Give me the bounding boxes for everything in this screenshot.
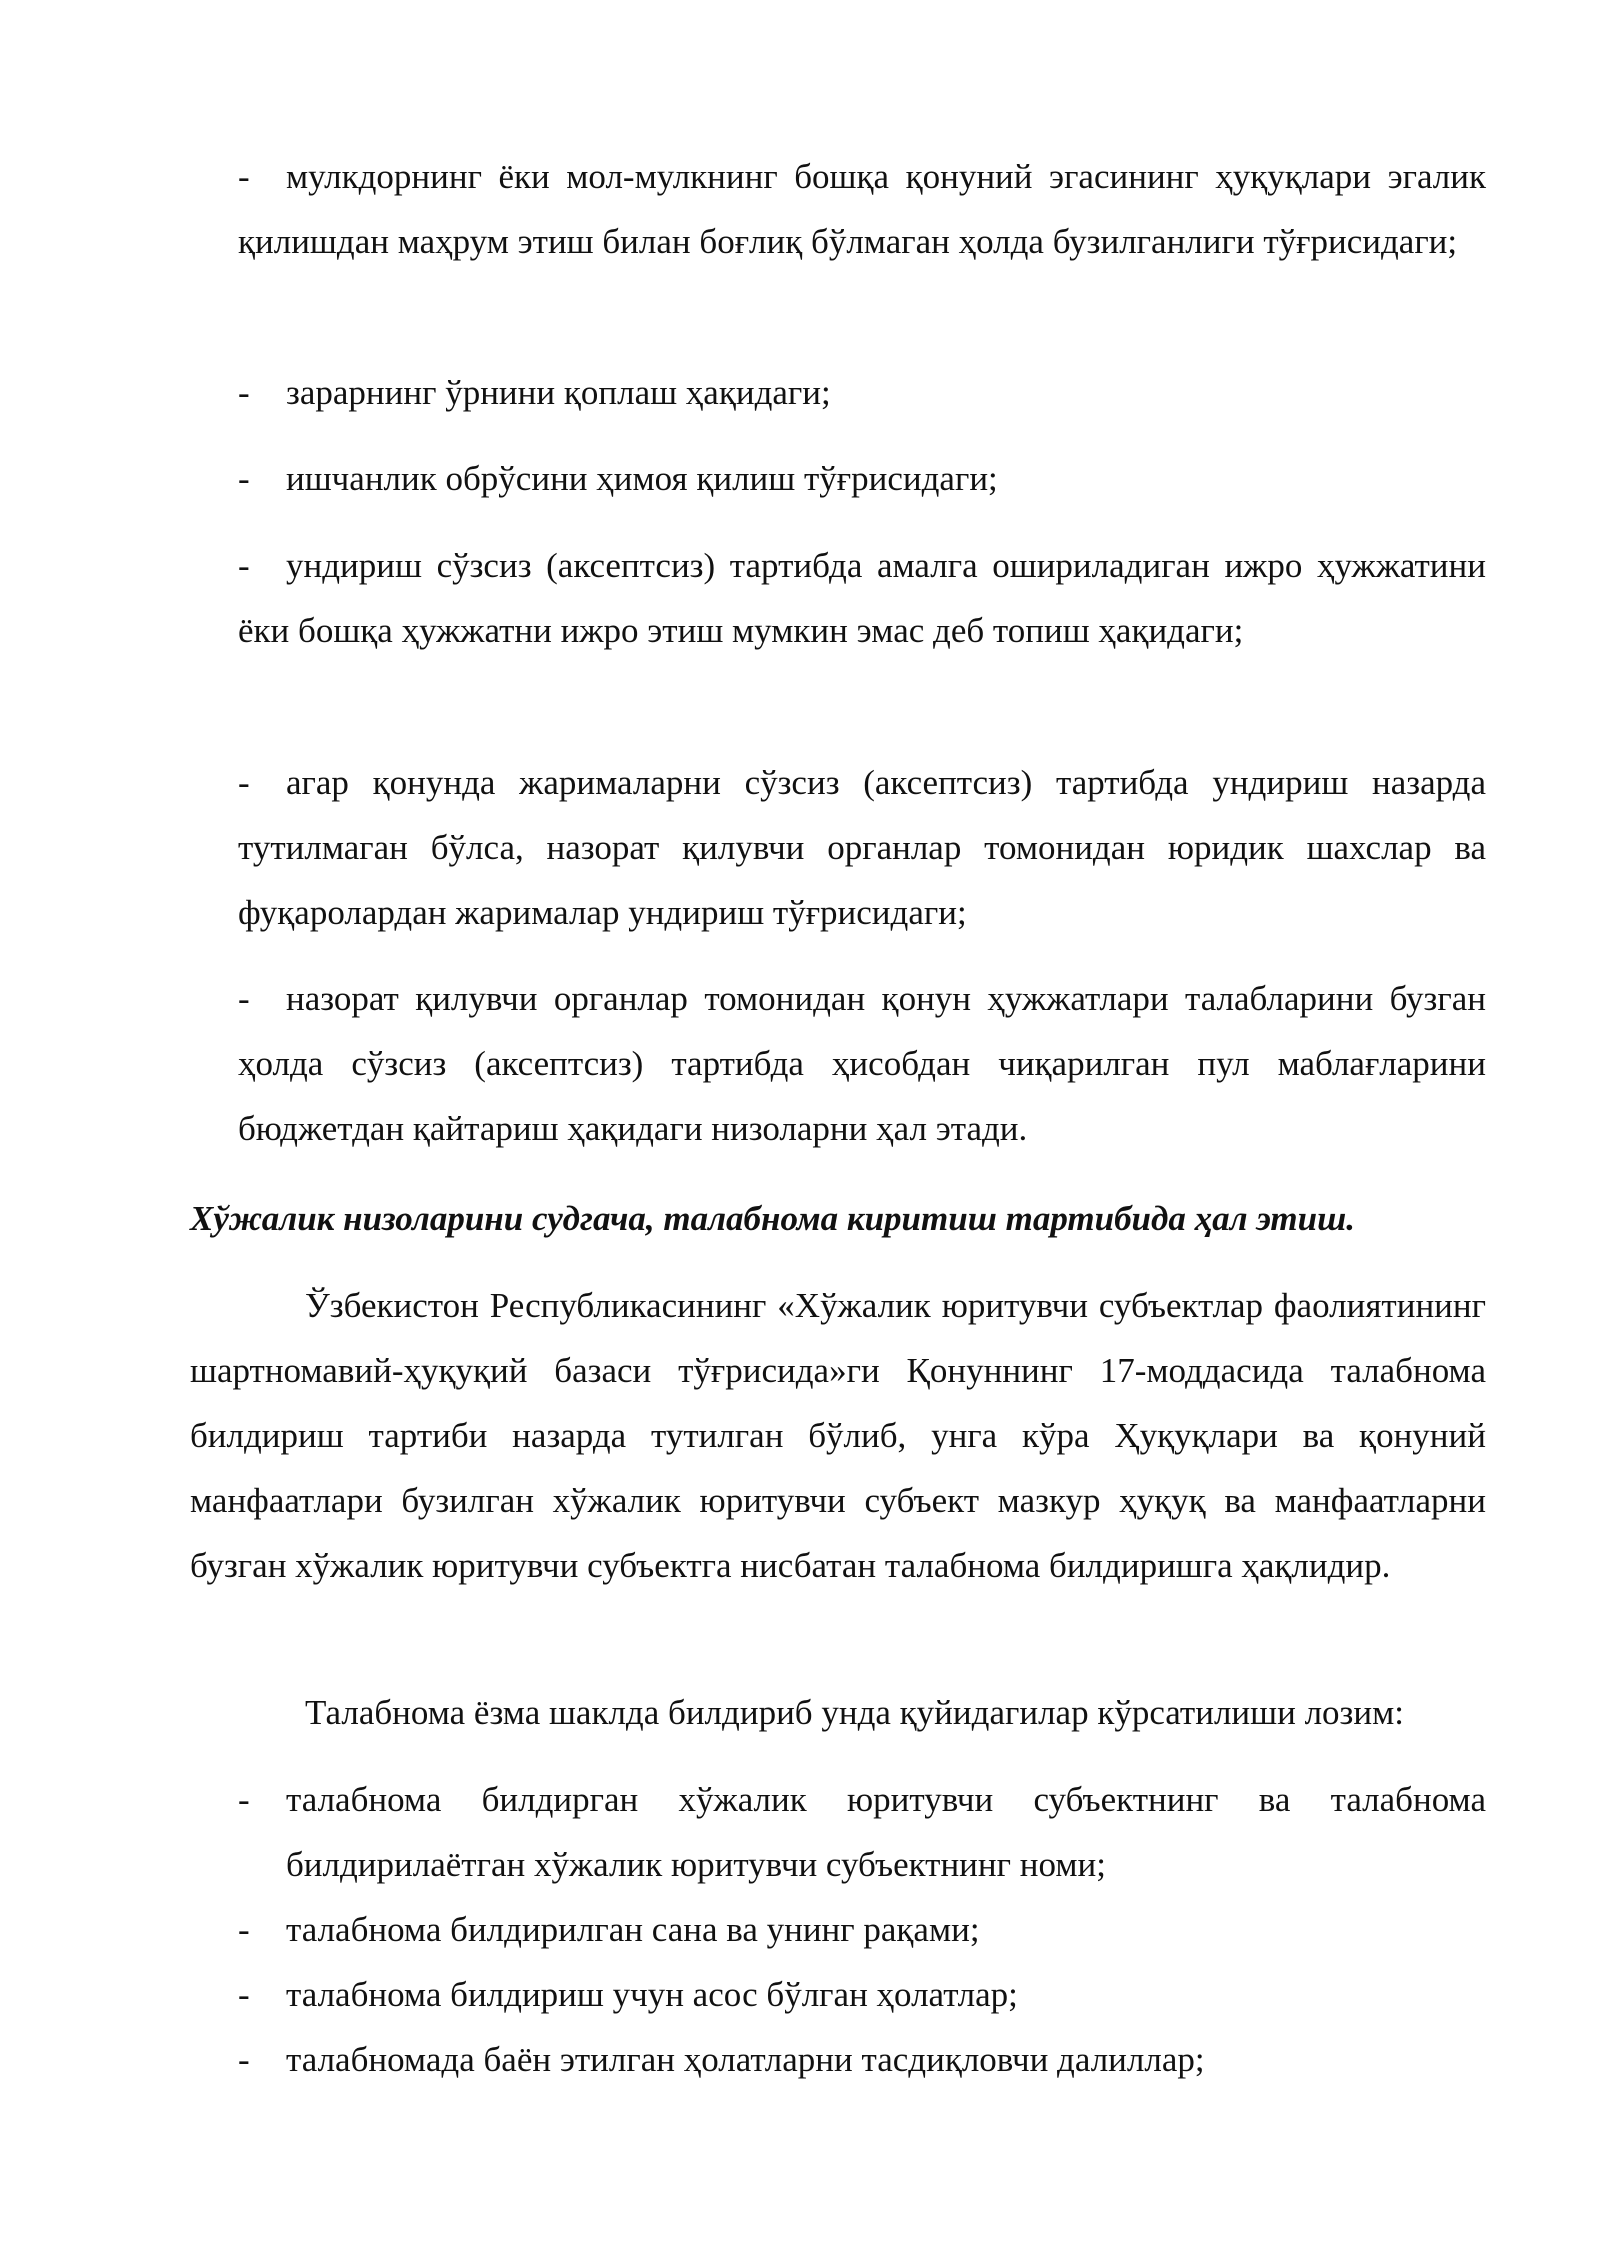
- list-dash: -: [238, 546, 250, 585]
- list-item-text: зарарнинг ўрнини қоплаш ҳақидаги;: [286, 373, 831, 412]
- list-dash: -: [238, 1910, 250, 1949]
- list-item: [238, 1897, 1486, 1962]
- list-item-text: ишчанлик обрўсини ҳимоя қилиш тўғрисидаги;: [286, 459, 998, 498]
- list-item: [238, 2027, 1486, 2092]
- list-dash: -: [238, 2040, 250, 2079]
- body-paragraph: Ўзбекистон Республикасининг «Хўжалик юритувчи субъектлар фаолиятининг шартномавий-ҳуқуқий базаси тўғрисида»ги Қонуннинг 17-моддасида талабнома билдириш тартиби назарда тутилган бўлиб, унга кўра Ҳуқуқлари ва қонуний манфаатлари бузилган хўжалик юритувчи субъект мазкур ҳуқуқ ва манфаатларни бузган хўжалик юритувчи субъектга нисбатан талабнома билдиришга ҳақлидир.: [190, 1286, 1486, 1585]
- list-item-text: талабнома билдирилган сана ва унинг рақами;: [286, 1910, 980, 1949]
- list-dash: -: [238, 459, 250, 498]
- list-item: [238, 446, 1486, 511]
- list-item-text: талабнома билдириш учун асос бўлган ҳолатлар;: [286, 1975, 1018, 2014]
- list-item: [238, 750, 1486, 945]
- list-item: [238, 1767, 1486, 1897]
- list-item-text: талабнома билдирган хўжалик юритувчи субъектнинг ва талабнома билдирилаётган хўжалик юритувчи субъектнинг номи;: [286, 1780, 1486, 1884]
- list-item: [238, 966, 1486, 1161]
- list-item: [238, 144, 1486, 274]
- list-item-text: талабномада баён этилган ҳолатларни тасдиқловчи далиллар;: [286, 2040, 1205, 2079]
- list-dash: -: [238, 1780, 250, 1819]
- list-dash: -: [238, 763, 250, 802]
- list-item-text: мулкдорнинг ёки мол-мулкнинг бошқа қонуний эгасининг ҳуқуқлари эгалик қилишдан маҳрум этиш билан боғлиқ бўлмаган ҳолда бузилганлиги тўғрисидаги;: [238, 157, 1486, 261]
- section-heading: Хўжалик низоларини судгача, талабнома киритиш тартибида ҳал этиш.: [190, 1199, 1355, 1238]
- list-dash: -: [238, 979, 250, 1018]
- list-dash: -: [238, 1975, 250, 2014]
- list-dash: -: [238, 157, 250, 196]
- list-item: [238, 533, 1486, 663]
- body-paragraph: Талабнома ёзма шаклда билдириб унда қуйидагилар кўрсатилиши лозим:: [305, 1693, 1404, 1732]
- list-item-text: назорат қилувчи органлар томонидан қонун ҳужжатлари талабларини бузган ҳолда сўзсиз (аксептсиз) тартибда ҳисобдан чиқарилган пул маблағларини бюджетдан қайтариш ҳақидаги низоларни ҳал этади.: [238, 979, 1486, 1148]
- requirements-list: [238, 1767, 1486, 2092]
- list-item-text: агар қонунда жарималарни сўзсиз (аксептсиз) тартибда ундириш назарда тутилмаган бўлса, назорат қилувчи органлар томонидан юридик шахслар ва фуқаролардан жарималар ундириш тўғрисидаги;: [238, 763, 1486, 932]
- list-item: [238, 1962, 1486, 2027]
- list-dash: -: [238, 373, 250, 412]
- list-item-text: ундириш сўзсиз (аксептсиз) тартибда амалга ошириладиган ижро ҳужжатини ёки бошқа ҳужжатни ижро этиш мумкин эмас деб топиш ҳақидаги;: [238, 546, 1486, 650]
- list-item: [238, 360, 1486, 425]
